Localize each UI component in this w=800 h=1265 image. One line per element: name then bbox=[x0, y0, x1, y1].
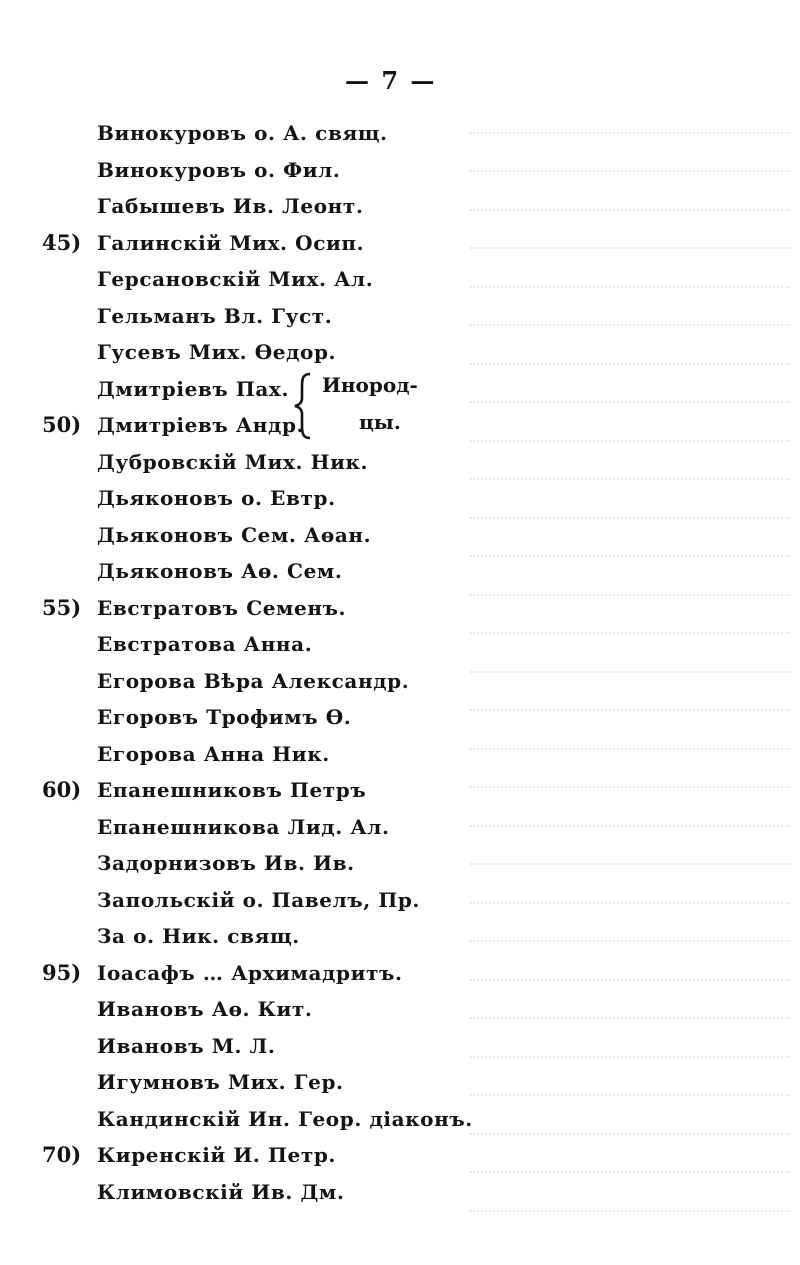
entry-name: Епанешниковъ Петръ bbox=[97, 778, 367, 802]
list-item bbox=[0, 152, 800, 189]
list-item bbox=[0, 1174, 800, 1211]
entry-name: Дмитріевъ Пах. bbox=[97, 376, 290, 401]
entry-name: Игумновъ Мих. Гер. bbox=[97, 1070, 344, 1094]
entry-name: Климовскій Ив. Дм. bbox=[97, 1179, 345, 1204]
entry-name: Дьяконовъ Сем. Аөан. bbox=[97, 522, 372, 547]
entry-name: Дмитріевъ Андр. bbox=[97, 413, 305, 437]
entry-name: Гусевъ Мих. Өедор. bbox=[97, 340, 337, 364]
list-item bbox=[0, 444, 800, 481]
group-note bbox=[322, 367, 418, 440]
list-item bbox=[0, 772, 800, 809]
entry-name: Киренскій И. Петр. bbox=[97, 1143, 336, 1167]
list-item bbox=[0, 699, 800, 736]
entry-name: Дьяконовъ о. Евтр. bbox=[97, 486, 336, 510]
list-item bbox=[0, 553, 800, 590]
entry-name: Егоровъ Трофимъ Ѳ. bbox=[97, 705, 352, 729]
entry-name: Винокуровъ о. А. свящ. bbox=[97, 121, 388, 145]
list-item bbox=[0, 1101, 800, 1138]
entry-number: 45) bbox=[42, 229, 82, 255]
entry-name: Герсановскій Мих. Ал. bbox=[97, 267, 374, 291]
list-item bbox=[0, 1137, 800, 1174]
list-item bbox=[0, 918, 800, 955]
entry-number: 60) bbox=[42, 777, 82, 802]
list-item bbox=[0, 845, 800, 882]
list-item bbox=[0, 517, 800, 554]
list-item bbox=[0, 225, 800, 262]
list-item bbox=[0, 334, 800, 371]
list-item bbox=[0, 991, 800, 1028]
entry-number: 95) bbox=[42, 959, 82, 985]
entry-name: Егорова Анна Ник. bbox=[97, 741, 330, 766]
list-item bbox=[0, 590, 800, 627]
entry-name: Галинскій Мих. Осип. bbox=[97, 230, 365, 255]
list-item bbox=[0, 480, 800, 517]
entry-name: Задорнизовъ Ив. Ив. bbox=[97, 851, 355, 875]
list-item bbox=[0, 261, 800, 298]
entry-name: Винокуровъ о. Фил. bbox=[97, 157, 341, 182]
entry-name: Ивановъ Аө. Кит. bbox=[97, 997, 313, 1021]
entry-name: Гельманъ Вл. Густ. bbox=[97, 303, 333, 328]
list-item bbox=[0, 663, 800, 700]
list-item bbox=[0, 809, 800, 846]
entry-number: 55) bbox=[42, 594, 82, 620]
entry-name: Дьяконовъ Аө. Сем. bbox=[97, 559, 343, 583]
list-item bbox=[0, 955, 800, 992]
entry-number: 50) bbox=[42, 412, 82, 437]
entry-name: Епанешникова Лид. Ал. bbox=[97, 814, 390, 839]
entry-number: 70) bbox=[42, 1142, 82, 1167]
entry-name: Егорова Вѣра Александр. bbox=[97, 668, 410, 693]
note-line-2: цы. bbox=[359, 409, 401, 434]
list-item bbox=[0, 1028, 800, 1065]
entry-name: Дубровскій Мих. Ник. bbox=[97, 449, 369, 474]
entry-name: Іоасафъ … Архимадритъ. bbox=[97, 960, 403, 985]
entry-name: За о. Ник. свящ. bbox=[97, 924, 300, 948]
page-number: — 7 — bbox=[345, 66, 437, 95]
list-item bbox=[0, 298, 800, 335]
entry-name: Запольскій о. Павелъ, Пр. bbox=[97, 887, 420, 912]
name-list bbox=[0, 115, 800, 1210]
entry-name: Евстратова Анна. bbox=[97, 632, 313, 656]
entry-name: Габышевъ Ив. Леонт. bbox=[97, 194, 364, 218]
list-item bbox=[0, 626, 800, 663]
entry-name: Евстратовъ Семенъ. bbox=[97, 595, 347, 620]
list-item bbox=[0, 115, 800, 152]
list-item bbox=[0, 882, 800, 919]
note-line-1: Инород- bbox=[322, 373, 418, 397]
curly-brace-icon bbox=[290, 372, 316, 440]
list-item bbox=[0, 188, 800, 225]
entry-name: Ивановъ М. Л. bbox=[97, 1033, 276, 1058]
list-item bbox=[0, 736, 800, 773]
list-item bbox=[0, 1064, 800, 1101]
entry-name: Кандинскій Ин. Геор. діаконъ. bbox=[97, 1106, 473, 1131]
